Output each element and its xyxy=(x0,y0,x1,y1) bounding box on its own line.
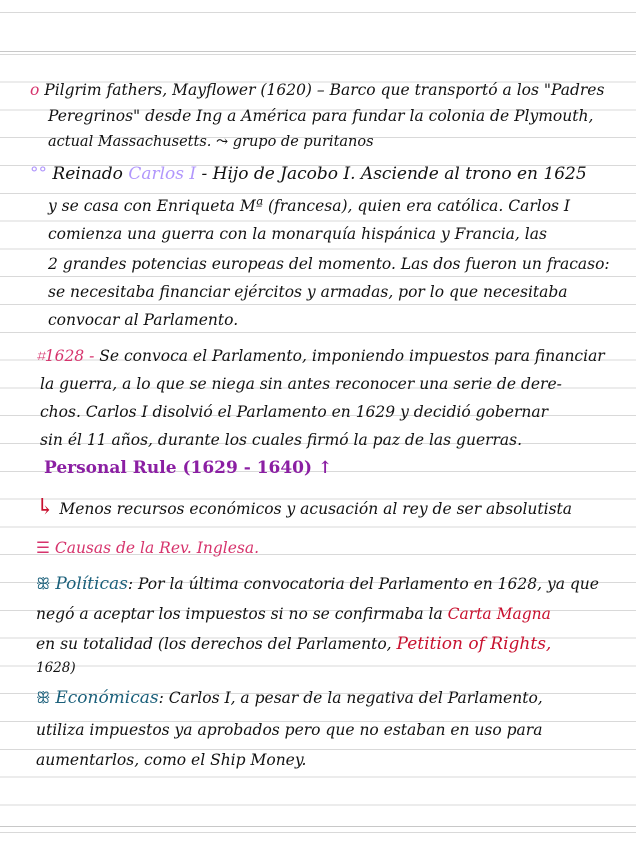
note-line xyxy=(36,495,573,520)
note-line xyxy=(44,458,332,478)
note-text: 1628) xyxy=(36,660,76,676)
note-text: - Hijo de Jacobo I. Asciende al trono en 1625 xyxy=(196,164,587,184)
note-text: Menos recursos económicos y acusación al rey de ser absolutista xyxy=(59,500,573,518)
note-line xyxy=(40,402,548,422)
note-line xyxy=(36,346,605,366)
note-line xyxy=(48,132,374,152)
note-text: comienza una guerra con la monarquía hispánica y Francia, las xyxy=(48,225,547,243)
highlighted-term: Carta Magna xyxy=(447,605,551,623)
note-line xyxy=(36,604,551,624)
corner-arrow-icon: ↳ xyxy=(36,495,55,520)
flower-icon: ꕥ xyxy=(36,689,51,707)
note-text: sin él 11 años, durante los cuales firmó la paz de las guerras. xyxy=(40,431,523,449)
highlighted-term: Petition of Rights, xyxy=(396,634,552,654)
note-text: aumentarlos, como el Ship Money. xyxy=(36,751,307,769)
double-dot-bullet-icon: °° xyxy=(30,164,47,184)
subheading: Políticas xyxy=(55,574,128,594)
note-text: negó a aceptar los impuestos si no se confirmaba la xyxy=(36,605,448,623)
circle-bullet-icon: o xyxy=(30,81,40,99)
note-line xyxy=(48,224,547,244)
note-text: convocar al Parlamento. xyxy=(48,311,239,329)
note-line xyxy=(36,634,551,654)
note-line xyxy=(36,574,599,594)
note-text: utiliza impuestos ya aprobados pero que no estaban en uso para xyxy=(36,721,543,739)
note-text: : Por la última convocatoria del Parlamento en 1628, ya que xyxy=(127,575,599,593)
note-line xyxy=(36,720,542,740)
note-text: Pilgrim fathers, Mayflower (1620) – Barco que transportó a los "Padres xyxy=(44,81,605,99)
note-line xyxy=(48,196,570,216)
note-line xyxy=(40,374,562,394)
flower-icon: ꕥ xyxy=(36,575,51,593)
list-icon: ☰ xyxy=(36,539,50,557)
note-line xyxy=(40,430,522,450)
note-text: 2 grandes potencias europeas del momento. Las dos fueron un fracaso: xyxy=(48,255,610,273)
note-line xyxy=(30,80,604,100)
page-bottom-border xyxy=(0,826,636,827)
note-text: : Carlos I, a pesar de la negativa del Parlamento, xyxy=(158,689,543,707)
note-line xyxy=(48,310,238,330)
note-text: actual Massachusetts. ⤳ grupo de puritanos xyxy=(48,134,374,150)
note-text: en su totalidad (los derechos del Parlamento, xyxy=(36,635,397,653)
note-text: Reinado xyxy=(52,164,129,184)
highlighted-name: Carlos I xyxy=(128,164,197,184)
note-line xyxy=(48,106,593,126)
note-text: se necesitaba financiar ejércitos y armadas, por lo que necesitaba xyxy=(48,283,568,301)
note-line xyxy=(36,658,76,678)
personal-rule-heading: Personal Rule (1629 - 1640) ↑ xyxy=(44,458,333,478)
subheading: Económicas xyxy=(55,688,159,708)
note-text: Peregrinos" desde Ing a América para fundar la colonia de Plymouth, xyxy=(48,107,594,125)
note-line xyxy=(36,750,306,770)
section-title: Causas de la Rev. Inglesa. xyxy=(54,539,260,557)
note-text: la guerra, a lo que se niega sin antes reconocer una serie de dere- xyxy=(40,375,562,393)
note-text: Se convoca el Parlamento, imponiendo impuestos para financiar xyxy=(94,347,605,365)
section-heading xyxy=(36,538,259,558)
note-text: chos. Carlos I disolvió el Parlamento en 1629 y decidió gobernar xyxy=(40,403,549,421)
note-line xyxy=(48,254,610,274)
note-line xyxy=(48,282,568,302)
date-heading: ⌗1628 - xyxy=(36,347,95,365)
note-line xyxy=(30,164,587,184)
page-top-border xyxy=(0,51,636,52)
note-text: y se casa con Enriqueta Mª (francesa), quien era católica. Carlos I xyxy=(48,197,571,215)
note-line xyxy=(36,688,543,708)
